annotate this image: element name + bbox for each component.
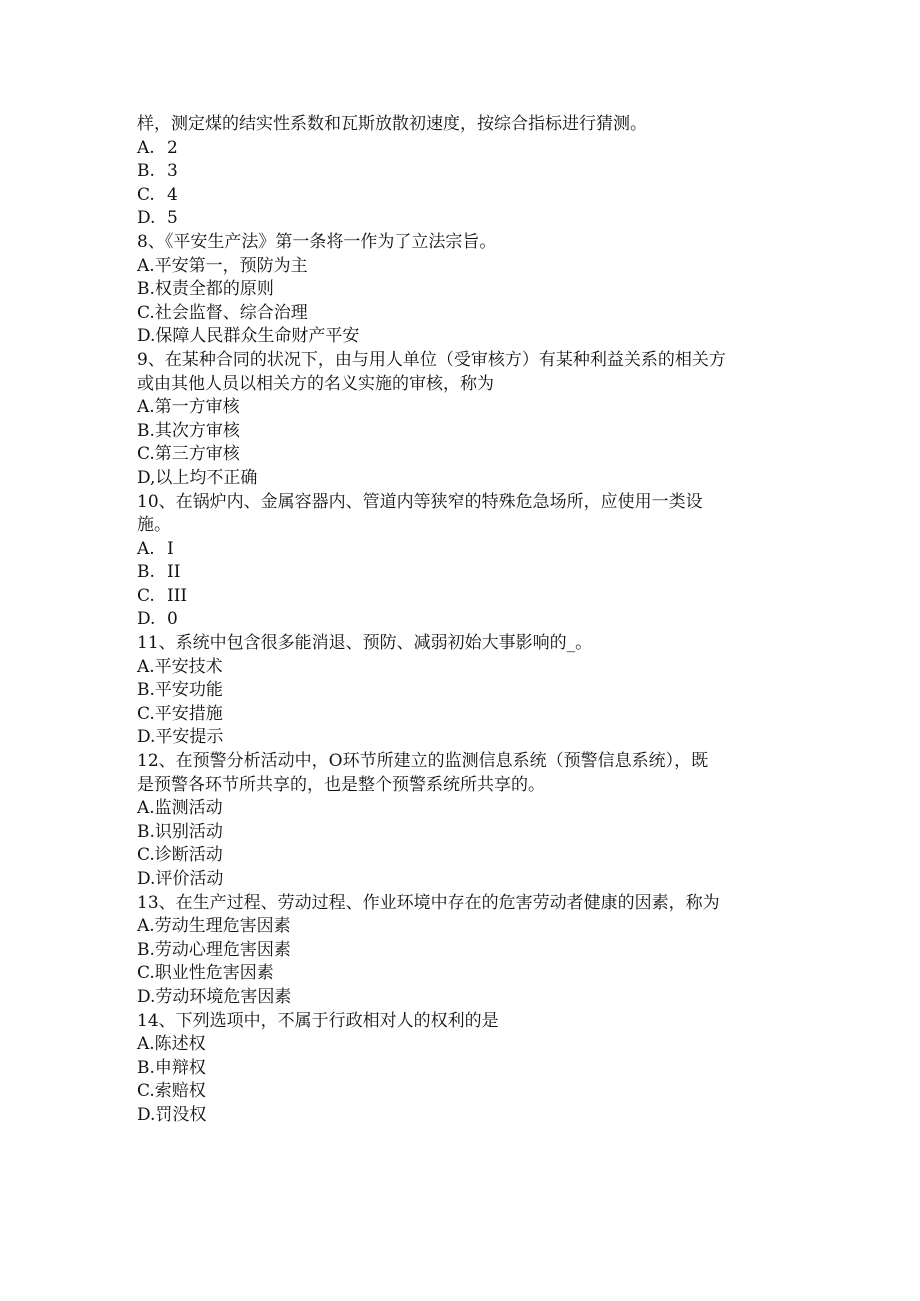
q14-option-a: A.陈述权 [137,1034,206,1055]
q9-option-d: D,以上均不正确 [137,467,258,488]
q13-option-b: B.劳动心理危害因素 [137,939,291,960]
q8-option-b: B.权责全都的原则 [137,279,274,300]
question-12-stem-line2: 是预警各环节所共享的，也是整个预警系统所共享的。 [137,774,545,795]
question-8-stem: 8、《平安生产法》第一条将一作为了立法宗旨。 [137,231,497,252]
question-7-stem-tail: 样，测定煤的结实性系数和瓦斯放散初速度，按综合指标进行猜测。 [137,114,647,134]
q13-option-a: A.劳动生理危害因素 [137,916,291,937]
option-label: A. [137,538,155,559]
option-label: C. [137,585,155,606]
option-label: D. [137,609,156,630]
q10-option-a [137,538,797,562]
q11-option-d: D.平安提示 [137,727,224,748]
question-10-stem-line1: 10、在锅炉内、金属容器内、管道内等狭窄的特殊危急场所，应使用一类设 [137,491,703,512]
q11-option-a: A.平安技术 [137,656,223,677]
q7-option-c [137,184,797,208]
q7-option-d [137,207,797,231]
question-12-stem-line1: 12、在预警分析活动中，O环节所建立的监测信息系统（预警信息系统），既 [137,751,709,772]
option-text: III [167,585,188,606]
q12-option-b: B.识别活动 [137,821,223,842]
q8-option-c: C.社会监督、综合治理 [137,302,308,323]
option-text: 2 [167,137,178,158]
option-label: C. [137,184,155,205]
option-text: I [167,538,174,559]
q12-option-d: D.评价活动 [137,869,224,889]
q10-option-c [137,585,797,609]
option-text: 4 [167,184,178,205]
q9-option-a: A.第一方审核 [137,397,240,418]
q14-option-d: D.罚没权 [137,1104,207,1125]
question-9-stem-line2: 或由其他人员以相关方的名义实施的审核，称为 [137,373,494,394]
q8-option-a: A.平安第一，预防为主 [137,255,308,276]
option-text: 5 [167,208,178,229]
q11-option-c: C.平安措施 [137,703,223,724]
option-text: II [167,562,181,583]
q11-option-b: B.平安功能 [137,680,223,701]
question-13-stem: 13、在生产过程、劳动过程、作业环境中存在的危害劳动者健康的因素，称为 [137,892,720,913]
option-label: B. [137,161,155,182]
q10-option-b [137,561,797,585]
option-text: 3 [167,161,178,182]
question-9-stem-line1: 9、在某种合同的状况下，由与用人单位（受审核方）有某种利益关系的相关方 [137,349,726,370]
option-label: B. [137,562,155,583]
q13-option-d: D.劳动环境危害因素 [137,986,292,1007]
q10-option-d [137,608,797,632]
question-14-stem: 14、下列选项中，不属于行政相对人的权利的是 [137,1010,499,1031]
q8-option-d: D.保障人民群众生命财产平安 [137,326,360,347]
q12-option-c: C.诊断活动 [137,845,223,866]
question-10-stem-line2: 施。 [137,515,171,536]
q9-option-c: C.第三方审核 [137,444,240,465]
q13-option-c: C.职业性危害因素 [137,963,274,984]
q7-option-b [137,160,797,184]
q7-option-a [137,137,797,161]
q12-option-a: A.监测活动 [137,798,223,819]
question-11-stem: 11、系统中包含很多能消退、预防、减弱初始大事影响的_。 [137,633,593,654]
option-text: 0 [167,609,178,630]
q9-option-b: B.其次方审核 [137,420,240,441]
q14-option-c: C.索赔权 [137,1081,206,1102]
option-label: A. [137,137,155,158]
document-page [137,113,797,1128]
option-label: D. [137,208,156,229]
q14-option-b: B.申辩权 [137,1057,206,1078]
